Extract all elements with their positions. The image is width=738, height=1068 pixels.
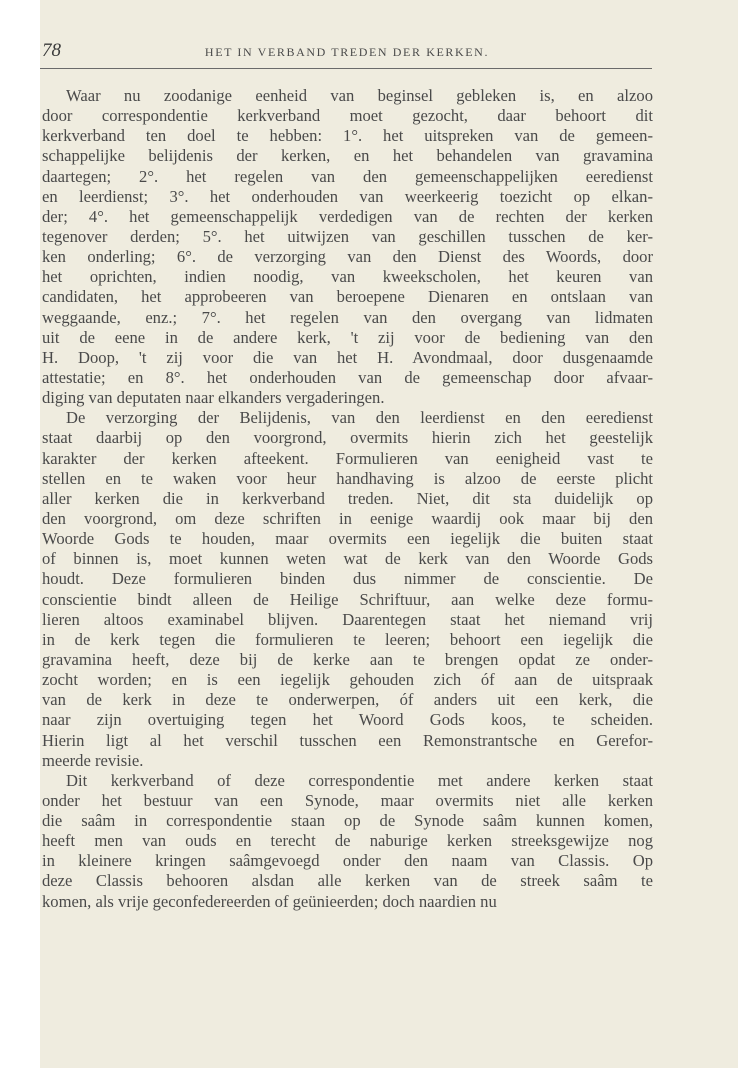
page-number: 78 xyxy=(42,40,61,61)
text-line: attestatie; en 8°. het onderhouden van de gemeenschap door afvaar- xyxy=(42,367,653,387)
text-line: tegenover derden; 5°. het uitwijzen van geschillen tusschen de ker- xyxy=(42,226,653,246)
text-line: komen, als vrije geconfedereerden of geünieerden; doch naardien nu xyxy=(42,891,497,911)
text-line: het oprichten, indien noodig, van kweekscholen, het keuren van xyxy=(42,267,653,287)
paragraph xyxy=(42,771,653,912)
text-line: of binnen is, moet kunnen weten wat de kerk van den Woorde Gods xyxy=(42,549,653,569)
text-line: en leerdienst; 3°. het onderhouden van weerkeerig toezicht op elkan- xyxy=(42,186,653,206)
paragraph xyxy=(42,408,653,771)
text-line: naar zijn overtuiging tegen het Woord Gods koos, te scheiden. xyxy=(42,710,653,730)
text-line: Dit kerkverband of deze correspondentie met andere kerken staat xyxy=(66,770,653,790)
running-head: HET IN VERBAND TREDEN DER KERKEN. xyxy=(204,45,490,59)
text-line: aller kerken die in kerkverband treden. Niet, dit sta duidelijk op xyxy=(42,488,653,508)
text-line: zocht worden; en is een iegelijk gehouden zich óf aan de uitspraak xyxy=(42,670,653,690)
text-line: Waar nu zoodanige eenheid van beginsel gebleken is, en alzoo xyxy=(66,86,653,105)
page-header xyxy=(42,40,652,66)
text-line: daartegen; 2°. het regelen van den gemeenschappelijken eeredienst xyxy=(42,166,653,186)
text-line: karakter der kerken afteekent. Formulieren van eenigheid vast te xyxy=(42,448,653,468)
text-line: lieren altoos examinabel blijven. Daarentegen staat het niemand vrij xyxy=(42,609,653,629)
text-line: in de kerk tegen die formulieren te leeren; behoort een iegelijk die xyxy=(42,629,653,649)
text-line: die saâm in correspondentie staan op de Synode saâm kunnen komen, xyxy=(42,811,653,831)
text-line: H. Doop, 't zij voor die van het H. Avondmaal, door dusgenaamde xyxy=(42,347,653,367)
text-line: weggaande, enz.; 7°. het regelen van den overgang van lidmaten xyxy=(42,307,653,327)
text-line: deze Classis behooren alsdan alle kerken van de streek saâm te xyxy=(42,871,653,891)
header-rule xyxy=(40,68,652,69)
body-text xyxy=(42,86,653,912)
text-line: gravamina heeft, deze bij de kerke aan te brengen opdat ze onder- xyxy=(42,649,653,669)
text-line: conscientie bindt alleen de Heilige Schriftuur, aan welke deze formu- xyxy=(42,589,653,609)
text-line: door correspondentie kerkverband moet gezocht, daar behoort dit xyxy=(42,106,653,126)
text-line: staat daarbij op den voorgrond, overmits hierin zich het geestelijk xyxy=(42,428,653,448)
text-line: in kleinere kringen saâmgevoegd onder den naam van Classis. Op xyxy=(42,851,653,871)
text-line: onder het bestuur van een Synode, maar overmits niet alle kerken xyxy=(42,790,653,810)
text-line: van de kerk in deze te onderwerpen, óf anders uit een kerk, die xyxy=(42,690,653,710)
text-line: uit de eene in de andere kerk, 't zij voor de bediening van den xyxy=(42,327,653,347)
text-line: Hierin ligt al het verschil tusschen een Remonstrantsche en Gerefor- xyxy=(42,730,653,750)
text-line: kerkverband ten doel te hebben: 1°. het uitspreken van de gemeen- xyxy=(42,126,653,146)
text-line: den voorgrond, om deze schriften in eenige waardij ook maar bij den xyxy=(42,508,653,528)
text-line: diging van deputaten naar elkanders vergaderingen. xyxy=(42,388,385,408)
text-line: meerde revisie. xyxy=(42,750,144,770)
text-line: candidaten, het approbeeren van beroepene Dienaren en ontslaan van xyxy=(42,287,653,307)
paragraph xyxy=(42,86,653,408)
text-line: De verzorging der Belijdenis, van den leerdienst en den eeredienst xyxy=(66,408,653,428)
text-line: heeft men van ouds en terecht de naburige kerken streeksgewijze nog xyxy=(42,831,653,851)
text-line: stellen en te waken voor heur handhaving is alzoo de eerste plicht xyxy=(42,468,653,488)
text-line: schappelijke belijdenis der kerken, en het behandelen van gravamina xyxy=(42,146,653,166)
text-line: houdt. Deze formulieren binden dus nimmer de conscientie. De xyxy=(42,569,653,589)
text-line: der; 4°. het gemeenschappelijk verdedigen van de rechten der kerken xyxy=(42,206,653,226)
text-line: Woorde Gods te houden, maar overmits een iegelijk die buiten staat xyxy=(42,529,653,549)
text-line: ken onderling; 6°. de verzorging van den Dienst des Woords, door xyxy=(42,247,653,267)
